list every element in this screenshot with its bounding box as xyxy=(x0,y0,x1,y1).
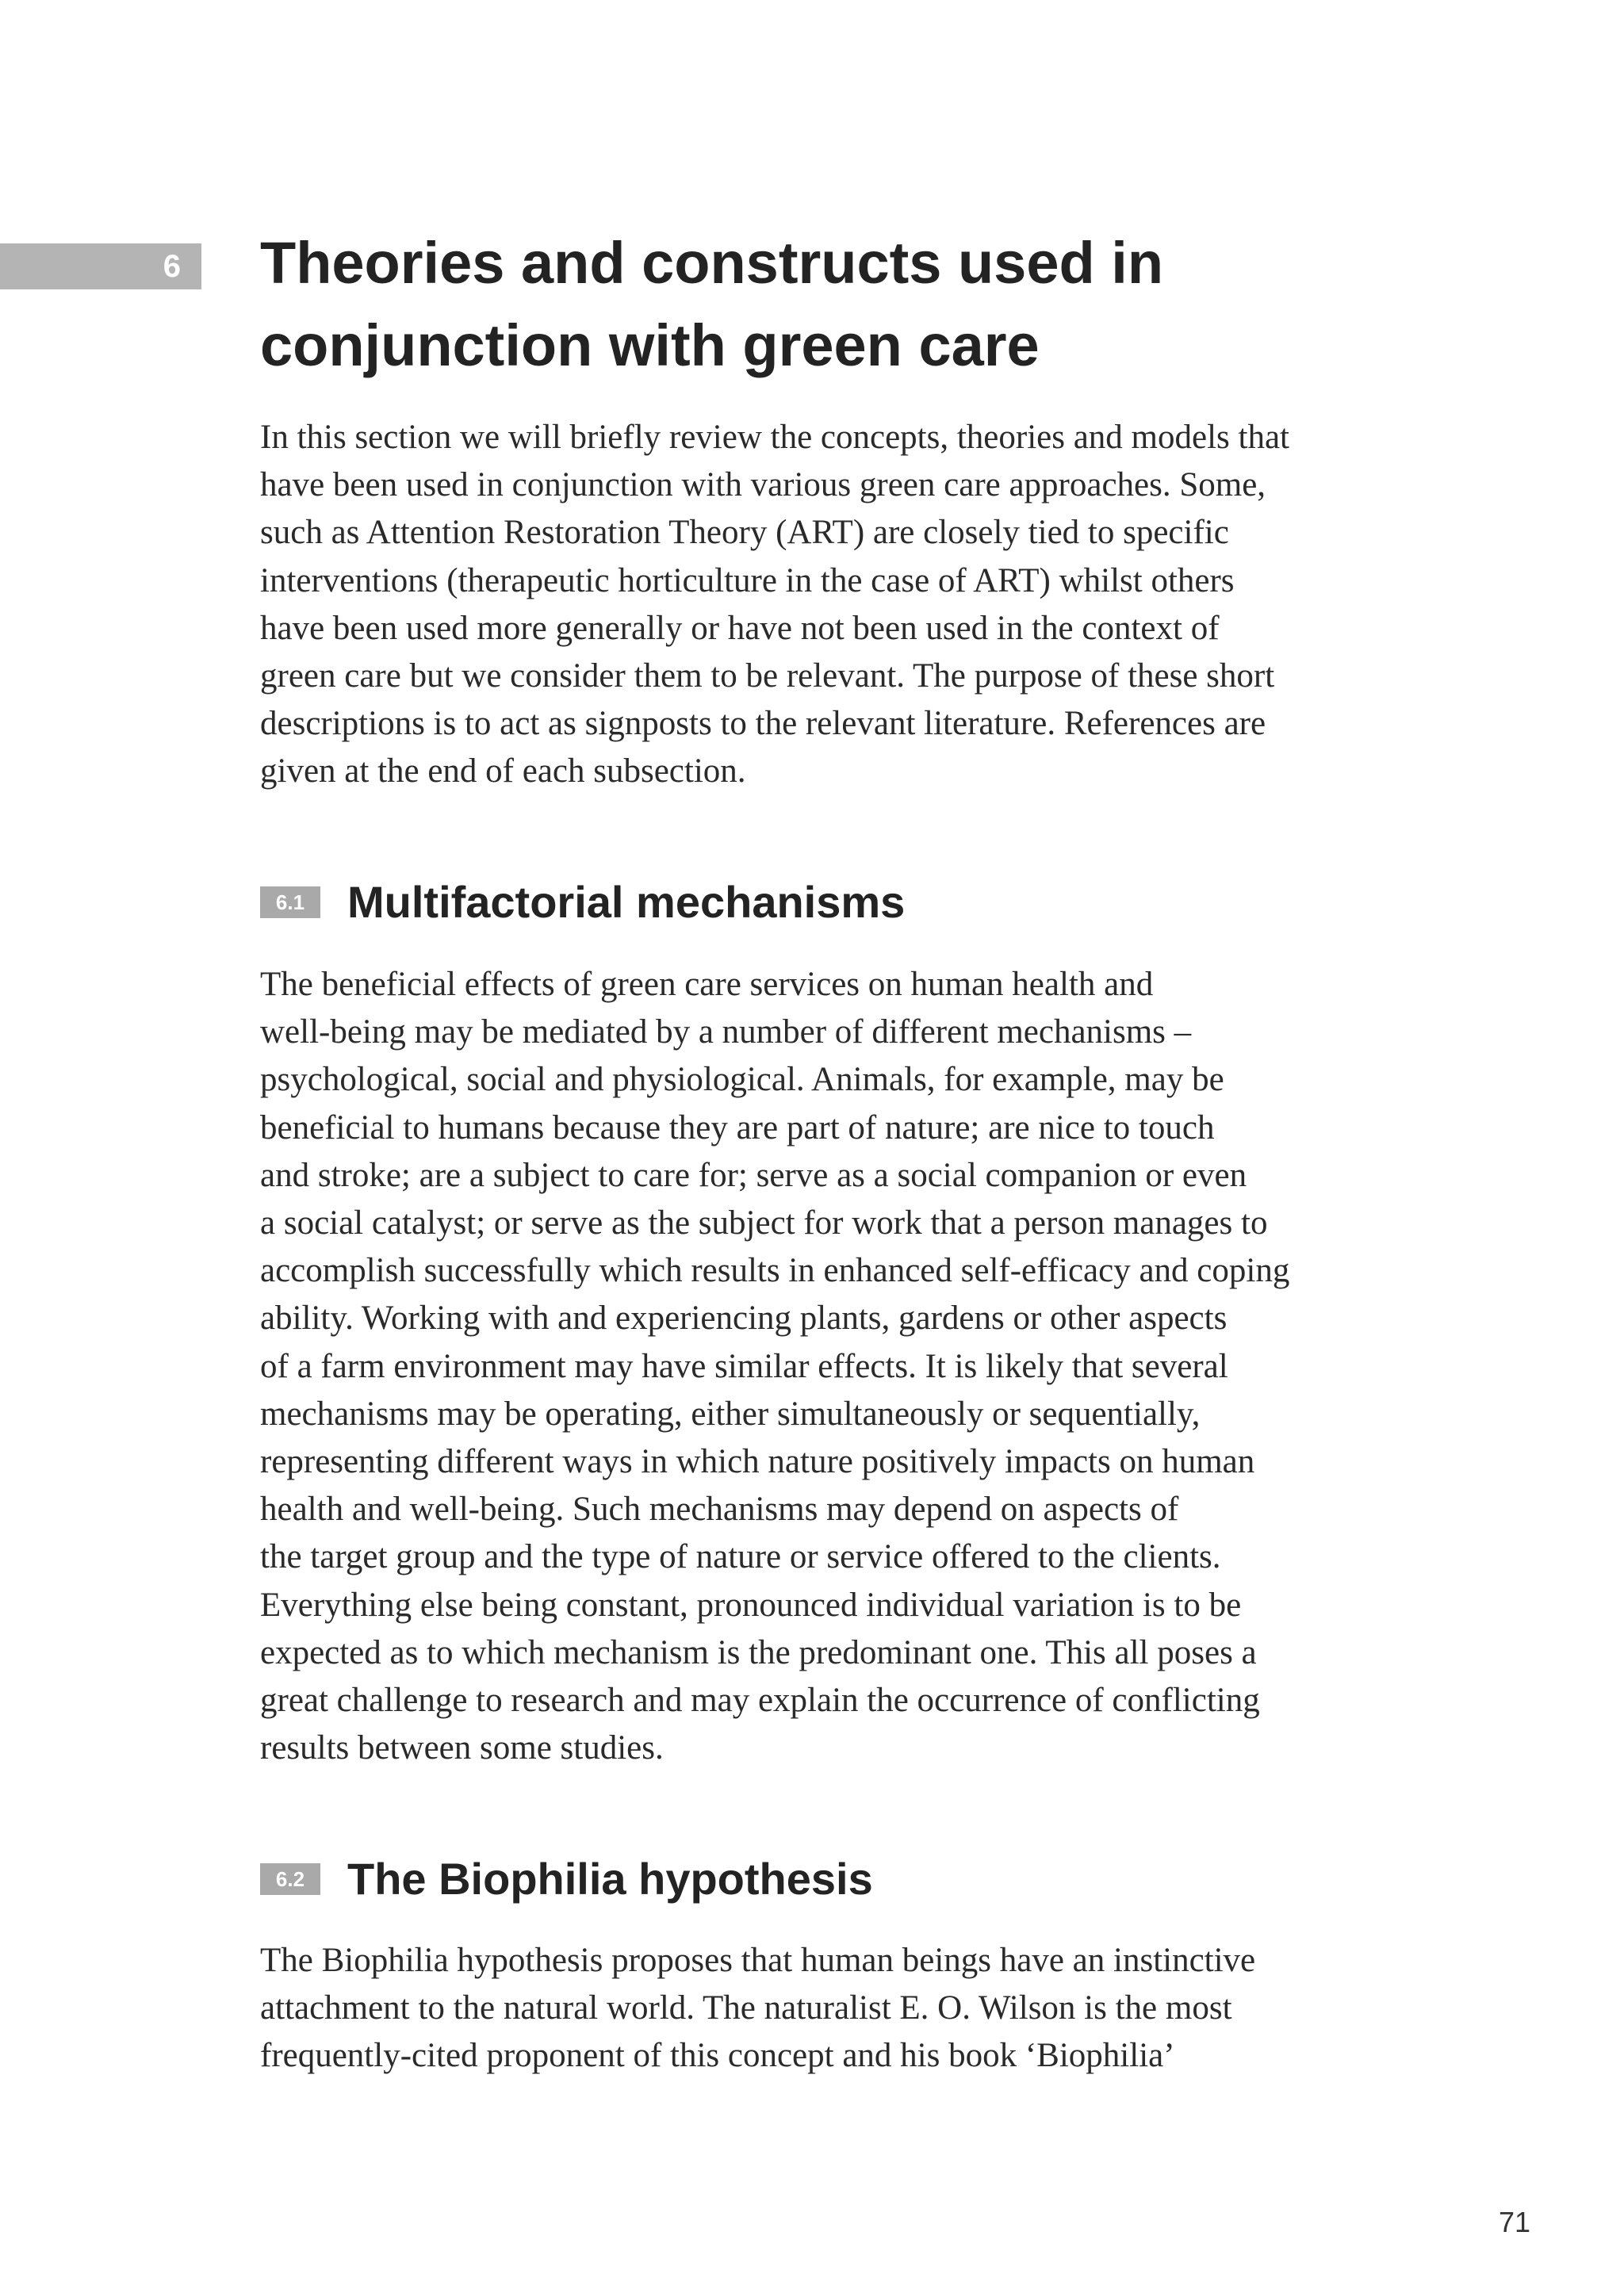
chapter-title-line: Theories and constructs used in xyxy=(260,230,1164,296)
text-line: interventions (therapeutic horticulture in the case of ART) whilst others xyxy=(260,561,1235,599)
text-line: Everything else being constant, pronounced individual variation is to be xyxy=(260,1586,1242,1624)
section-number-badge: 6.1 xyxy=(260,886,320,918)
text-line: beneficial to humans because they are part of nature; are nice to touch xyxy=(260,1108,1215,1146)
text-line: psychological, social and physiological. Animals, for example, may be xyxy=(260,1061,1224,1099)
text-line: The beneficial effects of green care services on human health and xyxy=(260,966,1154,1003)
chapter-title-line: conjunction with green care xyxy=(260,312,1040,378)
text-line: expected as to which mechanism is the predominant one. This all poses a xyxy=(260,1633,1257,1671)
section-6-1-paragraph xyxy=(260,961,1450,1772)
chapter-title xyxy=(260,222,1450,387)
chapter-number-tab xyxy=(0,243,201,289)
text-line: frequently-cited proponent of this concept and his book ‘Biophilia’ xyxy=(260,2037,1175,2075)
text-line: well-being may be mediated by a number of different mechanisms – xyxy=(260,1013,1192,1051)
page-number: 71 xyxy=(1498,2206,1530,2238)
text-line: attachment to the natural world. The naturalist E. O. Wilson is the most xyxy=(260,1989,1232,2027)
section-title: The Biophilia hypothesis xyxy=(347,1854,873,1904)
text-line: descriptions is to act as signposts to the relevant literature. References are xyxy=(260,705,1266,743)
text-line: given at the end of each subsection. xyxy=(260,752,746,790)
intro-paragraph xyxy=(260,414,1450,796)
text-line: health and well-being. Such mechanisms may depend on aspects of xyxy=(260,1491,1179,1529)
text-line: The Biophilia hypothesis proposes that human beings have an instinctive xyxy=(260,1942,1256,1979)
text-line: great challenge to research and may explain the occurrence of conflicting xyxy=(260,1682,1260,1720)
text-line: mechanisms may be operating, either simultaneously or sequentially, xyxy=(260,1395,1201,1433)
text-line: In this section we will briefly review the concepts, theories and models that xyxy=(260,419,1289,456)
text-line: and stroke; are a subject to care for; serve as a social companion or even xyxy=(260,1156,1247,1194)
section-6-2-paragraph xyxy=(260,1937,1450,2081)
chapter-number: 6 xyxy=(163,249,181,284)
text-line: representing different ways in which nature positively impacts on human xyxy=(260,1443,1255,1481)
text-line: the target group and the type of nature or service offered to the clients. xyxy=(260,1538,1221,1576)
text-line: ability. Working with and experiencing plants, gardens or other aspects xyxy=(260,1300,1228,1338)
section-title: Multifactorial mechanisms xyxy=(347,877,906,927)
text-line: accomplish successfully which results in enhanced self-efficacy and coping xyxy=(260,1252,1290,1290)
text-line: green care but we consider them to be relevant. The purpose of these short xyxy=(260,657,1275,695)
section-number-badge: 6.2 xyxy=(260,1863,320,1895)
text-line: results between some studies. xyxy=(260,1729,664,1767)
text-line: a social catalyst; or serve as the subject for work that a person manages to xyxy=(260,1204,1268,1242)
text-line: of a farm environment may have similar effects. It is likely that several xyxy=(260,1347,1228,1385)
text-line: have been used more generally or have not been used in the context of xyxy=(260,609,1220,647)
text-line: have been used in conjunction with various green care approaches. Some, xyxy=(260,466,1266,504)
text-line: such as Attention Restoration Theory (ART) are closely tied to specific xyxy=(260,514,1229,552)
